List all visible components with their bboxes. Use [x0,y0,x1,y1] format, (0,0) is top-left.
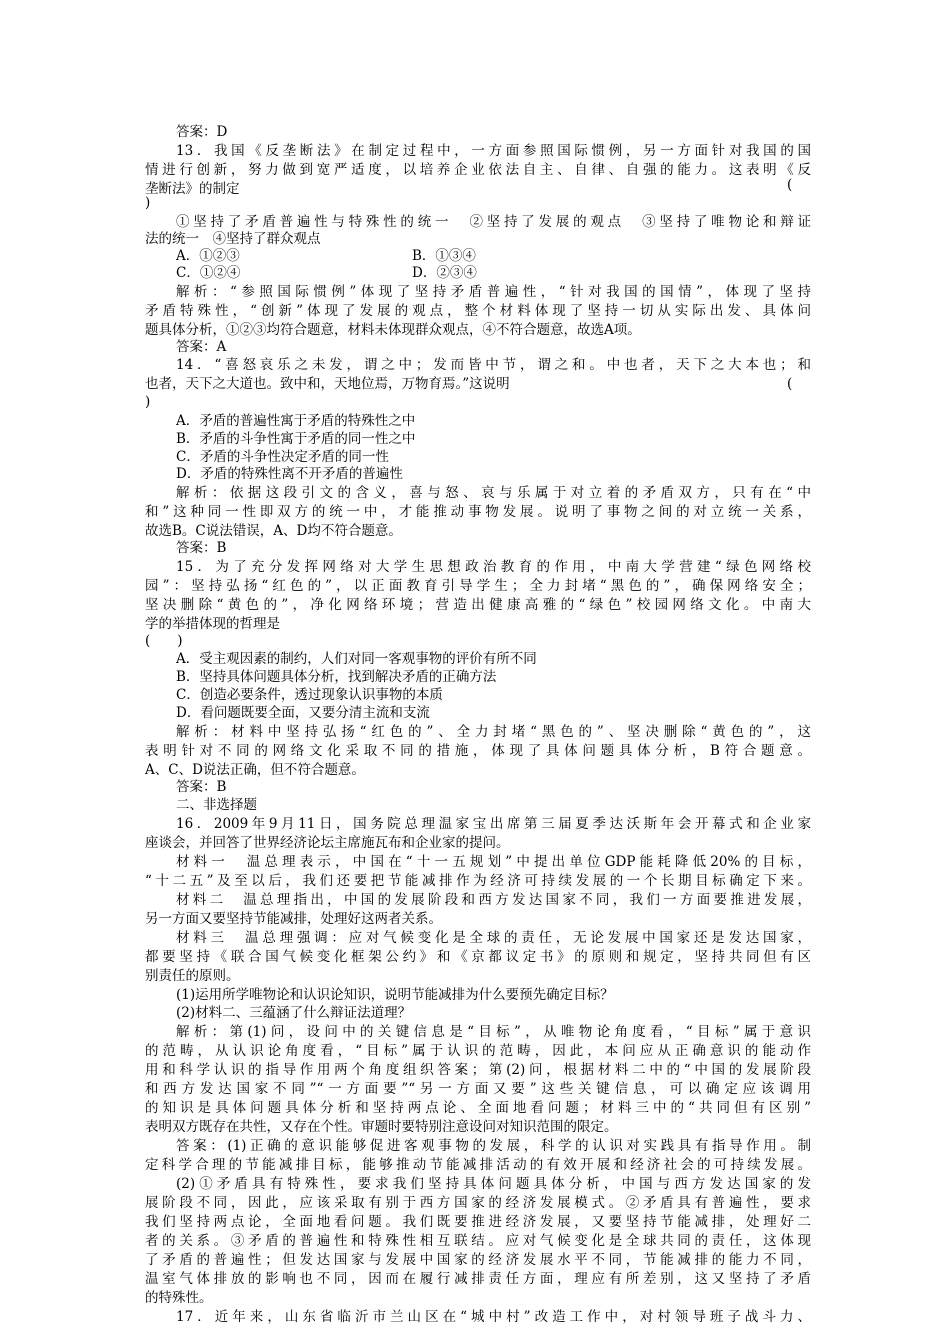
analysis-text: 的范畴，从认识论角度看，“目标”属于认识的范畴，因此，本问应从正确意识的能动作 [145,1043,811,1059]
answer-bracket-open: ( [787,177,793,193]
question-14-stem: 14．“喜怒哀乐之未发，谓之中；发而皆中节，谓之和。中也者，天下之大本也；和 [176,357,811,373]
sub-question-1: (1)运用所学唯物论和认识论知识，说明节能减排为什么要预先确定目标？ [176,987,614,1003]
analysis-text: 矛盾特殊性，“创新”体现了发展的观点，整个材料体现了坚持一切从实际出发、具体问 [145,303,811,319]
material-three: 别责任的原则。 [145,968,240,984]
material-two: 材料二 温总理指出，中国的发展阶段和西方发达国家不同，我们一方面要推进发展， [176,892,811,908]
question-13-stem: 13．我国《反垄断法》在制定过程中，一方面参照国际惯例，另一方面针对我国的国 [176,143,811,159]
analysis-text: 解析：依据这段引文的含义，喜与怒、哀与乐属于对立着的矛盾双方，只有在“中 [176,485,811,501]
question-15-stem: 园”：坚持弘扬“红色的”，以正面教育引导学生；全力封堵“黑色的”，确保网络安全； [145,578,811,594]
answer-line: 答案：A [176,339,227,355]
answer-text: 的特殊性。 [145,1290,213,1306]
section-heading: 二、非选择题 [176,797,257,813]
analysis-text: 表明针对不同的网络文化采取不同的措施，体现了具体问题具体分析，B符合题意。 [145,743,811,759]
answer-text: 展阶段不同，因此，应该采取有别于西方国家的经济发展模式。②矛盾具有普遍性，要求 [145,1195,811,1211]
question-15-stem: 坚决删除“黄色的”，净化网络环境；营造出健康高雅的“绿色”校园网络文化。中南大 [145,597,811,613]
option-a: A．①②③ [176,248,240,264]
question-15-stem: 学的举措体现的哲理是 [145,616,280,632]
question-14-stem: 也者，天下之大道也。致中和，天地位焉，万物育焉。”这说明 [145,376,510,392]
material-one: 材料一 温总理表示，中国在“十一五规划”中提出单位GDP能耗降低20%的目标， [176,854,811,870]
analysis-text: 用和科学认识的指导作用两个角度组织答案；第(2)问，根据材料二中的“中国的发展阶段 [145,1062,811,1078]
option-d: D．矛盾的特殊性离不开矛盾的普遍性 [176,466,403,482]
option-c: C．矛盾的斗争性决定矛盾的同一性 [176,449,389,465]
answer-text: 温室气体排放的影响也不同，因而在履行减排责任方面，理应有所差别，这又坚持了矛盾 [145,1271,811,1287]
sub-question-2: (2)材料二、三蕴涵了什么辩证法道理？ [176,1005,412,1021]
answer-line: 答案：B [176,540,227,556]
option-a: A．受主观因素的制约，人们对同一客观事物的评价有所不同 [176,651,537,667]
analysis-text: A、C、D说法正确，但不符合题意。 [145,762,365,778]
material-two: 另一方面又要坚持节能减排，处理好这两者关系。 [145,911,442,927]
answer-text: (2)①矛盾具有特殊性，要求我们坚持具体问题具体分析，中国与西方发达国家的发 [176,1176,811,1192]
option-d: D．②③④ [412,265,477,281]
answer-bracket-close: ) [145,394,151,410]
answer-bracket: ( ) [145,633,183,649]
answer-line: 答案：B [176,779,227,795]
analysis-text: 和西方发达国家不同”“一方面要”“另一方面又要”这些关键信息，可以确定应该调用 [145,1081,811,1097]
material-three: 材料三 温总理强调：应对气候变化是全球的责任，无论发展中国家还是发达国家， [176,930,811,946]
option-c: C．创造必要条件，透过现象认识事物的本质 [176,687,443,703]
analysis-text: 解析：材料中坚持弘扬“红色的”、全力封堵“黑色的”、坚决删除“黄色的”，这 [176,724,811,740]
answer-text: 我们坚持两点论，全面地看问题。我们既要推进经济发展，又要坚持节能减排，处理好二 [145,1214,811,1230]
answer-text: 答案：(1)正确的意识能够促进客观事物的发展，科学的认识对实践具有指导作用。制 [176,1138,811,1154]
option-a: A．矛盾的普遍性寓于矛盾的特殊性之中 [176,413,416,429]
analysis-text: 解析：“参照国际惯例”体现了坚持矛盾普遍性，“针对我国的国情”，体现了坚持 [176,284,811,300]
analysis-text: 的知识是具体问题具体分析和坚持两点论、全面地看问题；材料三中的“共同但有区别” [145,1100,811,1116]
answer-text: 者的关系。③矛盾的普遍性和特殊性相互联结。应对气候变化是全球共同的责任，这体现 [145,1233,811,1249]
option-b: B．坚持具体问题具体分析，找到解决矛盾的正确方法 [176,669,497,685]
question-16-stem: 16．2009年9月11日，国务院总理温家宝出席第三届夏季达沃斯年会开幕式和企业家 [176,816,811,832]
answer-text: 了矛盾的普遍性；但发达国家与发展中国家的经济发展水平不同，节能减排的能力不同， [145,1252,811,1268]
analysis-text: 故选B。C说法错误，A、D均不符合题意。 [145,523,402,539]
question-16-stem: 座谈会，并回答了世界经济论坛主席施瓦布和企业家的提问。 [145,835,510,851]
answer-bracket-open: ( [787,376,793,392]
question-15-stem: 15．为了充分发挥网络对大学生思想政治教育的作用，中南大学营建“绿色网络校 [176,559,811,575]
question-17-stem: 17．近年来，山东省临沂市兰山区在“城中村”改造工作中，对村领导班子战斗力、 [176,1309,811,1325]
option-b: B．①③④ [412,248,476,264]
answer-bracket-close: ) [145,195,151,211]
option-b: B．矛盾的斗争性寓于矛盾的同一性之中 [176,431,416,447]
analysis-text: 解析：第(1)问，设问中的关键信息是“目标”，从唯物论角度看，“目标”属于意识 [176,1024,811,1040]
answer-line: 答案：D [176,124,228,140]
option-d: D．看问题既要全面，又要分清主流和支流 [176,705,430,721]
question-13-stem: 情进行创新，努力做到宽严适度，以培养企业依法自主、自律、自强的能力。这表明《反 [145,162,811,178]
option-c: C．①②④ [176,265,241,281]
question-13-stem: 垄断法》的制定 [145,181,240,197]
analysis-text: 表明双方既存在共性，又存在个性。审题时要特别注意设问对知识范围的限定。 [145,1119,618,1135]
material-one: “十二五”及至以后，我们还要把节能减排作为经济可持续发展的一个长期目标确定下来。 [145,873,811,889]
question-13-statements: 法的统一 ④坚持了群众观点 [145,231,321,247]
analysis-text: 题具体分析，①②③均符合题意，材料未体现群众观点，④不符合题意，故选A项。 [145,322,641,338]
question-13-statements: ①坚持了矛盾普遍性与特殊性的统一 ②坚持了发展的观点 ③坚持了唯物论和辩证 [176,214,811,230]
material-three: 都要坚持《联合国气候变化框架公约》和《京都议定书》的原则和规定，坚持共同但有区 [145,949,811,965]
analysis-text: 和”这种同一性即双方的统一中，才能推动事物发展。说明了事物之间的对立统一关系， [145,504,811,520]
answer-text: 定科学合理的节能减排目标，能够推动节能减排活动的有效开展和经济社会的可持续发展。 [145,1157,811,1173]
